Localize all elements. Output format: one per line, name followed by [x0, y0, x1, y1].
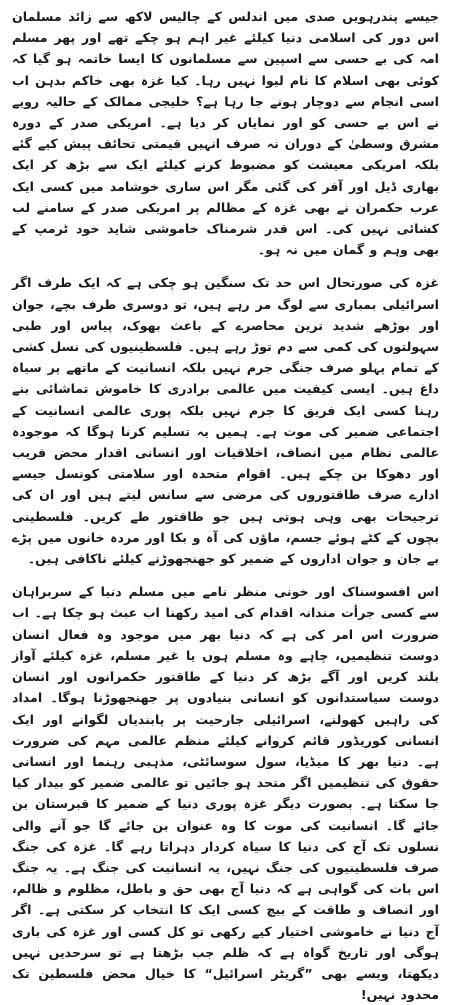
- article-paragraph-2: غزہ کی صورتحال اس حد تک سنگین ہو چکی ہے کہ ایک طرف اگر اسرائیلی بمباری سے لوگ مر رہے ہیں، تو دوسری طرف بچے، جوان اور بوڑھے شدید ترین محاصرے کے باعث بھوک، پیاس اور طبی سہولتوں کی کمی سے دم توڑ رہے ہیں۔ فلسطینیوں کی نسل کشی کے تمام پہلو صرف جنگی جرم نہیں بلکہ انسانیت کے ماتھے پر سیاہ داغ ہیں۔ ایسی کیفیت میں عالمی برادری کا خاموش تماشائی بنے رہنا کسی ایک فریق کا جرم نہیں بلکہ پوری عالمی انسانیت کے اجتماعی ضمیر کی موت ہے۔ ہمیں یہ تسلیم کرنا ہوگا کہ موجودہ عالمی نظام میں انصاف، اخلاقیات اور انسانی اقدار محض فریب اور دھوکا بن چکے ہیں۔ اقوام متحدہ اور سلامتی کونسل جیسے ادارے صرف طاقتوروں کی مرضی سے سانس لیتے ہیں اور ان کی ترجیحات بھی وہی ہوتی ہیں جو طاقتور طے کریں۔ فلسطینی بچوں کے کٹے ہوئے جسم، ماؤں کی آہ و بکا اور مردہ خانوں میں پڑے بے جان و جوان اداروں کے ضمیر کو جھنجھوڑنے کیلئے ناکافی ہیں۔: [12, 275, 439, 567]
- article-paragraph-1: جیسے پندرہویں صدی میں اندلس کے چالیس لاکھ سے زائد مسلمان اس دور کی اسلامی دنیا کیلئے غیر اہم ہو چکے تھے اور پھر مسلم امہ کی بے حسی سے اسپین سے مسلمانوں کا ایسا خاتمہ ہو گیا کہ کوئی بھی اسلام کا نام لیوا نہیں رہا۔ کیا غزہ بھی خاکم بدہن اب اسی انجام سے دوچار ہونے جا رہا ہے؟ خلیجی ممالک کے حالیہ رویے نے اس بے حسی کو اور نمایاں کر دیا ہے۔ امریکی صدر کے دورہ مشرق وسطیٰ کے دوران نہ صرف انہیں قیمتی تحائف پیش کیے گئے بلکہ امریکی معیشت کو مضبوط کرنے کیلئے ایک سے بڑھ کر ایک بھاری ڈیل اور آفر کی گئی مگر اس ساری خوشامد میں کسی ایک عرب حکمران نے بھی غزہ کے مظالم پر امریکی صدر کے سامنے لب کشائی نہیں کی۔ اس قدر شرمناک خاموشی شاید خود ٹرمپ کے بھی وہم و گمان میں نہ ہو۔: [12, 9, 439, 258]
- article-paragraph-3: اس افسوسناک اور خونی منظر نامے میں مسلم دنیا کے سربراہان سے کسی جرأت مندانہ اقدام کی امید رکھنا اب عبث ہو چکا ہے۔ اب ضرورت اس امر کی ہے کہ دنیا بھر میں موجود وہ فعال انسان دوست تنظیمیں، چاہے وہ مسلم ہوں یا غیر مسلم، غزہ کیلئے آواز بلند کریں اور آگے بڑھ کر دنیا کے طاقتور حکمرانوں اور انسان دوست سیاستدانوں کو انسانی بنیادوں پر جھنجھوڑنا ہوگا۔ امداد کی راہیں کھولنے، اسرائیلی جارحیت پر پابندیاں لگوانے اور ایک انسانی کوریڈور قائم کروانے کیلئے منظم عالمی مہم کی ضرورت ہے۔ دنیا بھر کا میڈیا، سول سوسائٹی، مذہبی رہنما اور انسانی حقوق کی تنظیمیں اگر متحد ہو جائیں تو عالمی ضمیر کو بیدار کیا جا سکتا ہے۔ بصورت دیگر غزہ پوری دنیا کے ضمیر کا قبرستان بن جائے گا۔ انسانیت کی موت کا وہ عنوان بن جائے گا جو آنے والی نسلوں تک آج کی دنیا کا سیاہ کردار دہراتا رہے گا۔ غزہ کی جنگ صرف فلسطینیوں کی جنگ نہیں، یہ انسانیت کی جنگ ہے۔ یہ جنگ اس بات کی گواہی ہے کہ دنیا آج بھی حق و باطل، مظلوم و ظالم، اور انصاف و طاقت کے بیچ کسی ایک کا انتخاب کر سکتی ہے۔ اگر آج دنیا نے خاموشی اختیار کیے رکھی تو کل کسی اور غزہ کی باری ہوگی اور تاریخ گواہ ہے کہ ظلم جب بڑھتا ہے تو سرحدیں نہیں دیکھتا، ویسے بھی ”گریٹر اسرائیل“ کا خیال محض فلسطین تک محدود نہیں!: [12, 584, 439, 1003]
